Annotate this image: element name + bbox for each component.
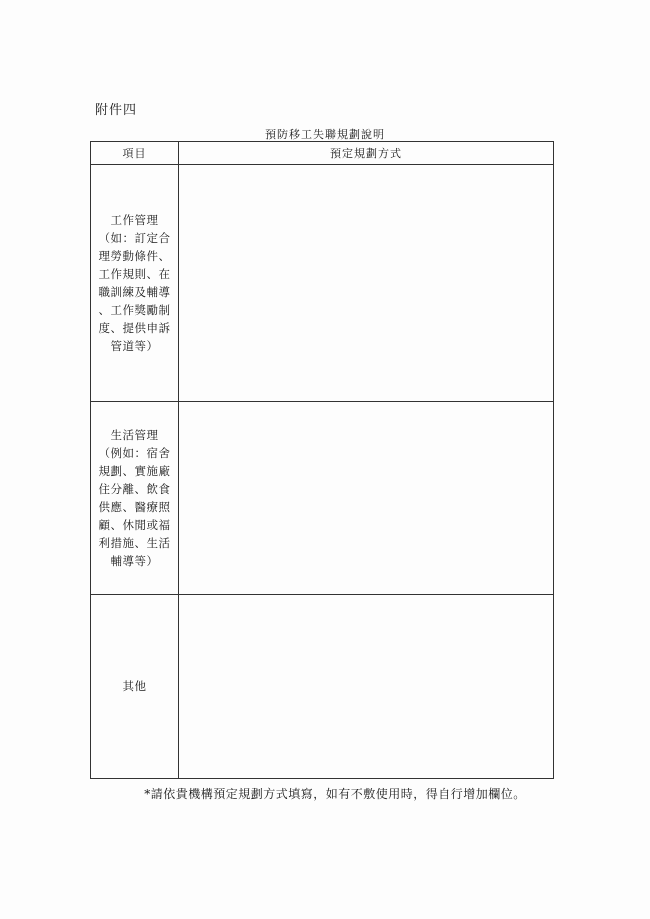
item-line: 、工作獎勵制 xyxy=(98,303,171,318)
header-item: 項目 xyxy=(91,142,179,165)
table-row-work-management xyxy=(91,165,554,402)
item-line: 生活管理 xyxy=(110,428,159,443)
item-line: （如：訂定合 xyxy=(98,231,171,246)
item-line: 度、提供申訴 xyxy=(98,321,171,336)
item-cell-work-management xyxy=(91,165,179,402)
item-cell-other xyxy=(91,594,179,778)
attachment-label: 附件四 xyxy=(95,103,138,118)
plan-cell-work-management[interactable] xyxy=(179,165,554,402)
item-line: 供應、醫療照 xyxy=(98,500,171,515)
item-line: 工作規則、在 xyxy=(98,267,171,282)
item-line: 利措施、生活 xyxy=(98,536,171,551)
item-line: 住分離、飲食 xyxy=(98,482,171,497)
item-line: 理勞動條件、 xyxy=(98,249,171,264)
item-cell-life-management xyxy=(91,402,179,594)
plan-table xyxy=(90,141,554,779)
item-line: 工作管理 xyxy=(110,213,159,228)
table-row-other xyxy=(91,594,554,778)
table-row-life-management xyxy=(91,402,554,594)
item-line: 管道等） xyxy=(110,339,159,354)
item-line: 職訓練及輔導 xyxy=(98,285,171,300)
item-line: 顧、休閒或福 xyxy=(98,518,171,533)
footnote: *請依貴機構預定規劃方式填寫，如有不敷使用時，得自行增加欄位。 xyxy=(144,787,526,801)
item-line: 輔導等） xyxy=(110,554,159,569)
item-line: 規劃、實施廠 xyxy=(98,464,171,479)
item-line: （例如：宿舍 xyxy=(98,446,171,461)
plan-cell-life-management[interactable] xyxy=(179,402,554,594)
item-line: 其他 xyxy=(122,679,147,694)
table-header-row xyxy=(91,142,554,165)
form-title: 預防移工失聯規劃說明 xyxy=(265,128,385,141)
header-plan: 預定規劃方式 xyxy=(179,142,554,165)
plan-cell-other[interactable] xyxy=(179,594,554,778)
